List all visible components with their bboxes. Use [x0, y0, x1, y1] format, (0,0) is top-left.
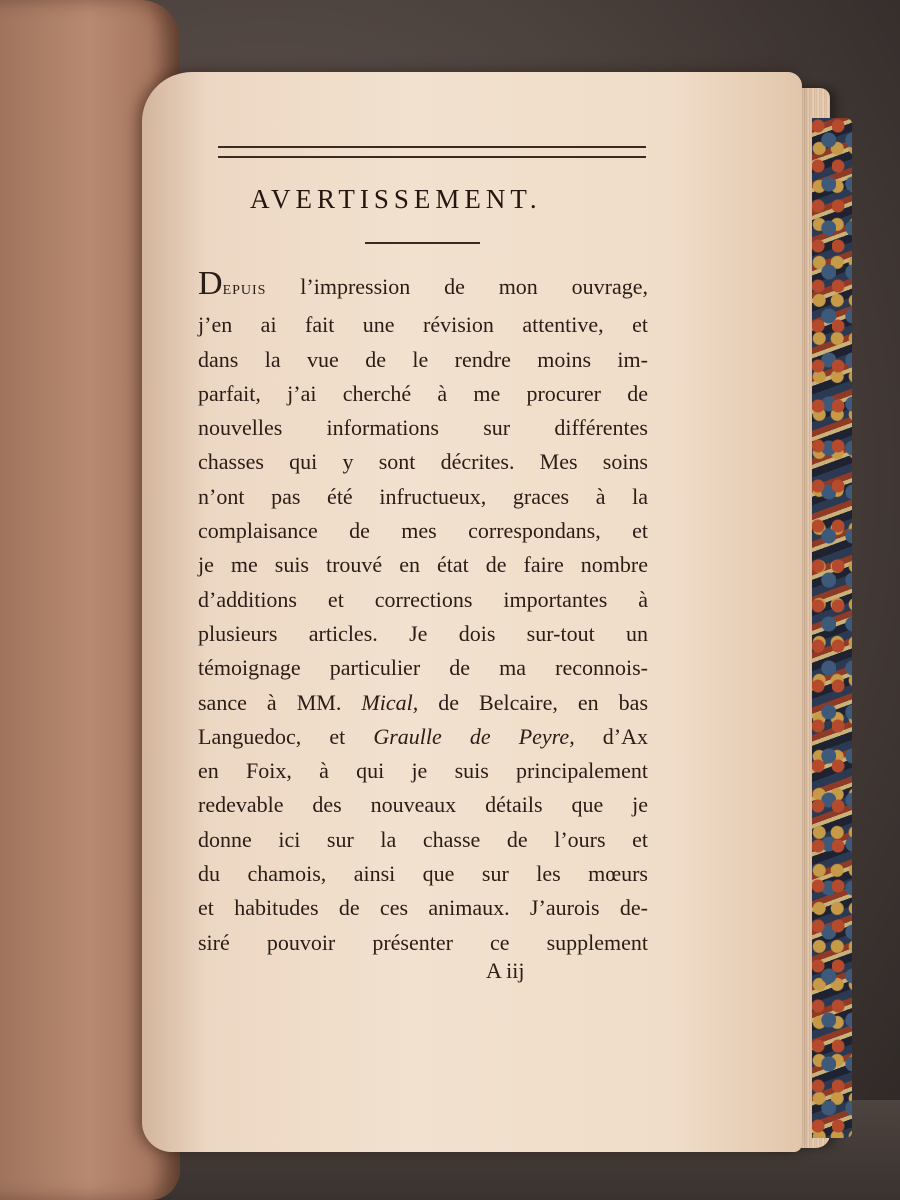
double-rule — [218, 146, 646, 158]
text-line-3: dans la vue de le rendre moins im- — [198, 346, 648, 372]
line-13-after: de Belcaire, en bas — [418, 689, 649, 715]
text-line-4: parfait, j’ai cherché à me procurer de — [198, 380, 648, 406]
text-line-10: d’additions et corrections importantes à — [198, 586, 648, 612]
text-line-12: témoignage particulier de ma reconnois- — [198, 655, 648, 681]
text-line-5: nouvelles informations sur différentes — [198, 415, 648, 441]
text-line-8: complaisance de mes correspondans, et — [198, 518, 648, 544]
line-1-rest: l’impression de mon ouvrage, — [266, 274, 648, 299]
text-line-19: et habitudes de ces animaux. J’aurois de- — [198, 895, 648, 921]
short-rule — [365, 242, 480, 244]
text-line-14 — [198, 720, 648, 754]
text-line-2: j’en ai fait une révision attentive, et — [198, 312, 648, 338]
text-line-11: plusieurs articles. Je dois sur-tout un — [198, 620, 648, 646]
body-text — [198, 265, 649, 960]
text-line-20: siré pouvoir présenter ce supplement — [198, 929, 648, 955]
line-14-before: Languedoc, et — [198, 723, 374, 749]
text-line-18: du chamois, ainsi que sur les mœurs — [198, 861, 648, 887]
signature-mark: A iij — [486, 958, 525, 983]
small-caps-word: EPUIS — [222, 283, 267, 298]
line-14-after: , d’Ax — [569, 723, 648, 749]
name-mical: Mical, — [361, 689, 419, 715]
text-line-6: chasses qui y sont décrites. Mes soins — [198, 449, 648, 475]
text-line-7: n’ont pas été infructueux, graces à la — [198, 483, 648, 509]
text-line-15: en Foix, à qui je suis principalement — [198, 758, 648, 784]
marbled-cover — [812, 118, 852, 1138]
page-heading: AVERTISSEMENT. — [250, 184, 542, 214]
text-line-9: je me suis trouvé en état de faire nombre — [198, 552, 648, 578]
drop-cap: D — [198, 265, 223, 302]
name-graulle: Graulle de Peyre — [373, 723, 570, 749]
line-13-before: sance à MM. — [198, 689, 362, 715]
text-line-1 — [198, 265, 648, 308]
text-line-17: donne ici sur la chasse de l’ours et — [198, 826, 648, 852]
text-line-16: redevable des nouveaux détails que je — [198, 792, 648, 818]
text-line-13 — [198, 686, 648, 720]
